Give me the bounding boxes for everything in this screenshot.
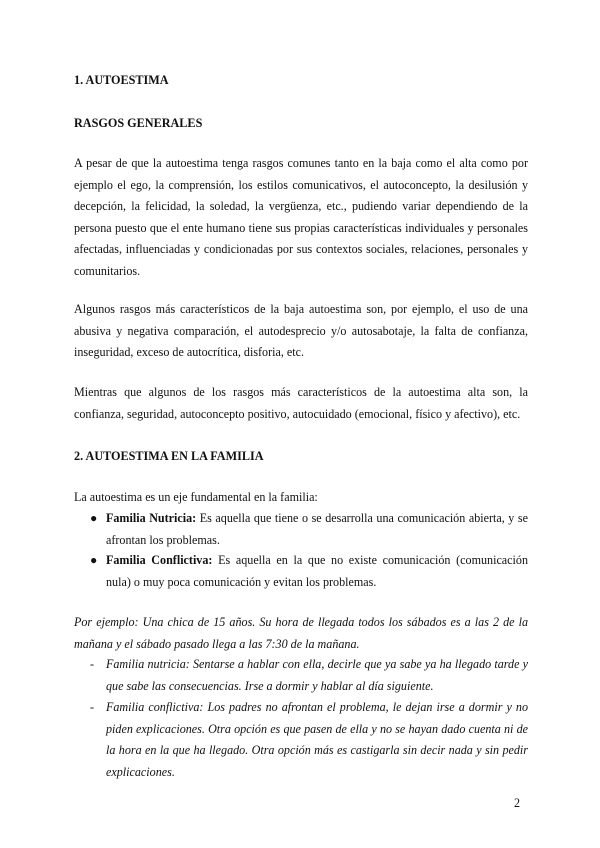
bullet-icon: ● [90,511,98,525]
page-number: 2 [514,796,521,810]
dash-item-familia-conflictiva [92,697,528,783]
paragraph-eje-fundamental: La autoestima es un eje fundamental en la familia: [74,490,318,504]
bullet-description: Es aquella en la que no existe comunicación (comunicación nula) o muy poca comunicación y evitan los problemas. [106,553,528,589]
heading-rasgos-generales: RASGOS GENERALES [74,116,203,130]
bullet-text [106,508,528,551]
bullet-term: Familia Nutricia: [106,511,197,525]
bullet-icon: ● [90,553,98,567]
heading-autoestima-familia: 2. AUTOESTIMA EN LA FAMILIA [74,449,264,463]
paragraph-ejemplo: Por ejemplo: Una chica de 15 años. Su hora de llegada todos los sábados es a las 2 de la mañana y el sábado pasado llega a las 7:30 de la mañana. [74,615,528,651]
dash-marker: - [90,700,95,714]
paragraph-baja-autoestima: Algunos rasgos más característicos de la baja autoestima son, por ejemplo, el uso de una abusiva y negativa comparación, el autodesprecio y/o autosabotaje, la falta de confianza, inseguridad, exceso de autocrítica, disforia, etc. [74,302,528,359]
dash-text: Familia nutricia: Sentarse a hablar con ella, decirle que ya sabe ya ha llegado tarde y que sabe las consecuencias. Irse a dormir y hablar al día siguiente. [106,657,528,693]
bullet-familia-conflictiva [92,550,528,593]
dash-marker: - [90,657,95,671]
bullet-description: Es aquella que tiene o se desarrolla una comunicación abierta, y se afrontan los problemas. [106,511,528,547]
dash-item-familia-nutricia [92,654,528,697]
bullet-familia-nutricia [92,508,528,551]
heading-autoestima: 1. AUTOESTIMA [74,73,169,87]
bullet-term: Familia Conflictiva: [106,553,213,567]
dash-text: Familia conflictiva: Los padres no afrontan el problema, le dejan irse a dormir y no piden explicaciones. Otra opción es que pasen de ella y no se hayan dado cuenta ni de la hora en la que ha llegado. Otra opción más es castigarla sin decir nada y sin pedir explicaciones. [106,700,528,779]
paragraph-alta-autoestima: Mientras que algunos de los rasgos más característicos de la autoestima alta son, la confianza, seguridad, autoconcepto positivo, autocuidado (emocional, físico y afectivo), etc. [74,385,528,421]
paragraph-rasgos-comunes: A pesar de que la autoestima tenga rasgos comunes tanto en la baja como el alta como por ejemplo el ego, la comprensión, los estilos comunicativos, el autoconcepto, la desilusión y decepción, la felicidad, la soledad, la vergüenza, etc., pudiendo variar dependiendo de la persona puesto que el ente humano tiene sus propias características individuales y personales afectadas, influenciadas y condicionadas por sus contextos sociales, relaciones, personales y comunitarios. [74,156,528,278]
bullet-text [106,550,528,593]
